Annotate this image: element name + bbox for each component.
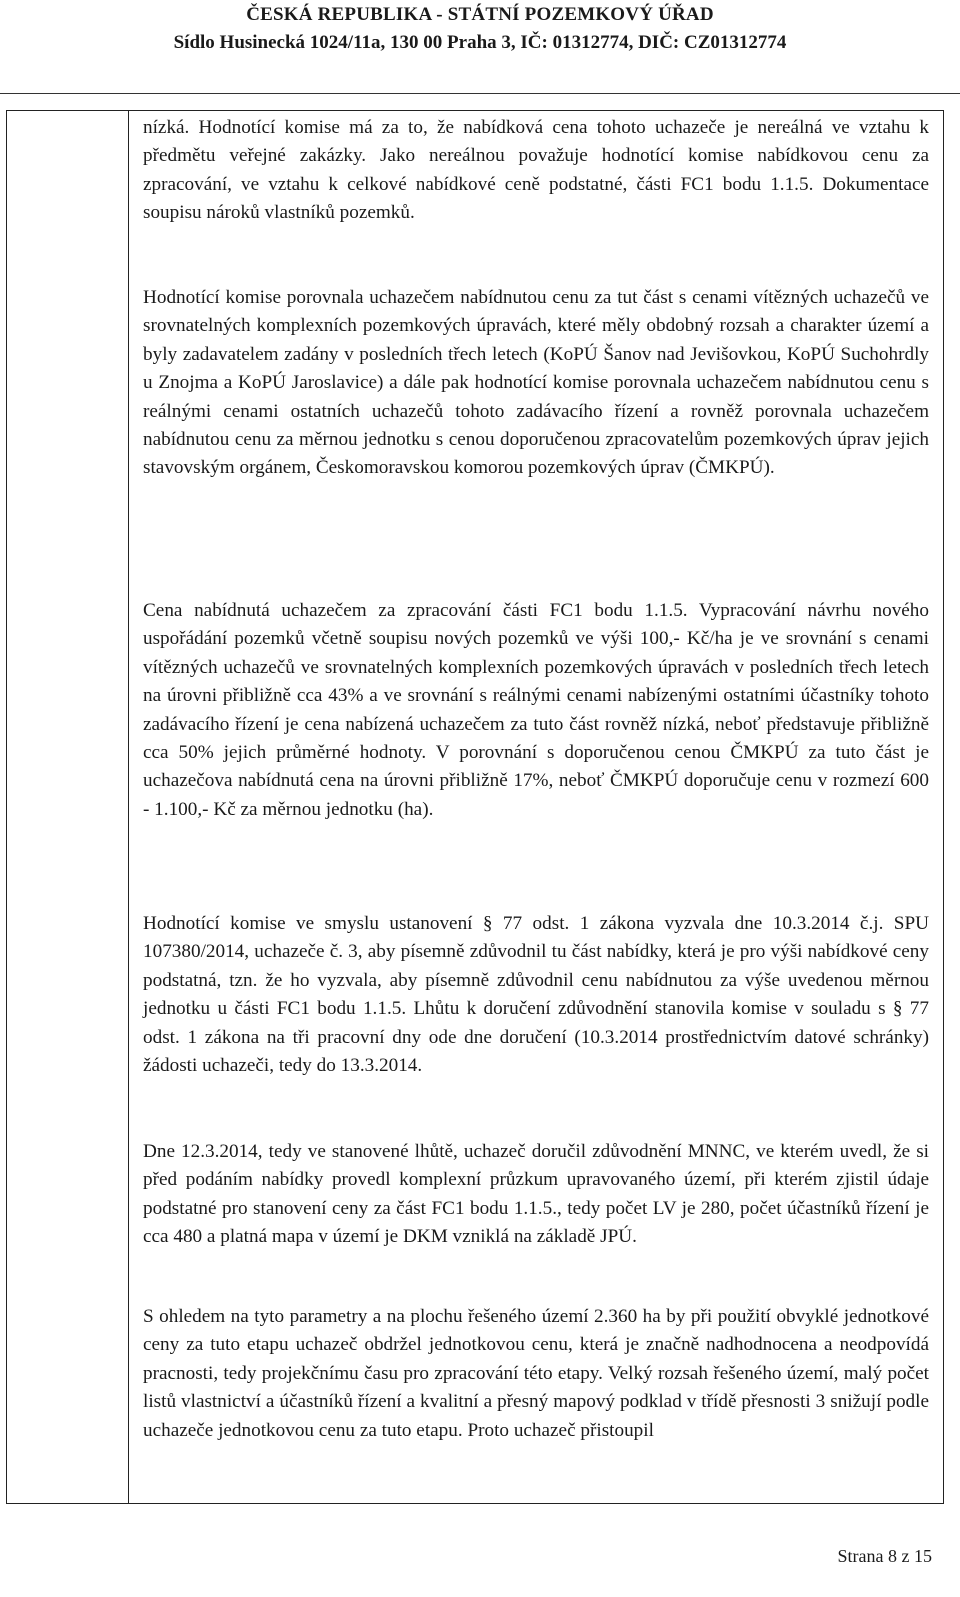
page-number: Strana 8 z 15 [837, 1546, 932, 1566]
paragraph-text: Dne 12.3.2014, tedy ve stanovené lhůtě, uchazeč doručil zdůvodnění MNNC, ve kterém uvedl, že si před podáním nabídky provedl komplexní průzkum upravovaného území, při kterém zjistil údaje podstatné pro stanovení ceny za část FC1 bodu 1.1.5., tedy počet LV je 280, počet účastníků řízení je cca 480 a platná mapa v území je DKM vzniklá na základě JPÚ. [143, 1141, 929, 1248]
paragraph-text: nízká. Hodnotící komise má za to, že nabídková cena tohoto uchazeče je nereálná ve vztahu k předmětu veřejné zakázky. Jako nereálnou považuje hodnotící komise nabídkovou cenu za zpracování, ve vztahu k celkové nabídkové ceně podstatné, části FC1 bodu 1.1.5. Dokumentace soupisu nároků vlastníků pozemků. [143, 117, 929, 224]
paragraph-text: Cena nabídnutá uchazečem za zpracování části FC1 bodu 1.1.5. Vypracování návrhu nového uspořádání pozemků včetně soupisu nových pozemků ve výši 100,- Kč/ha je ve srovnání s cenami vítězných uchazečů ve srovnatelných komplexních pozemkových úpravách v posledních třech letech na úrovni přibližně cca 43% a ve srovnání s reálnými cenami nabízenými ostatními účastníky tohoto zadávacího řízení je cena nabízená uchazečem za tuto část rovněž nízká, neboť představuje přibližně cca 50% jejich průměrné hodnoty. V porovnání s doporučenou cenou ČMKPÚ za tuto část je uchazečova nabídnutá cena na úrovni přibližně 17%, neboť ČMKPÚ doporučuje cenu v rozmezí 600 - 1.100,- Kč za měrnou jednotku (ha). [143, 600, 929, 820]
table-column-divider [128, 110, 129, 1504]
paragraph-6 [143, 1303, 929, 1445]
paragraph-1 [143, 114, 929, 228]
paragraph-text: S ohledem na tyto parametry a na plochu řešeného území 2.360 ha by při použití obvyklé jednotkové ceny za tuto etapu uchazeč obdržel jednotkovou cenu, která je značně nadhodnocena a neodpovídá pracnosti, tedy projekčnímu času pro zpracování této etapy. Velký rozsah řešeného území, malý počet listů vlastnictví a účastníků řízení a kvalitní a přesný mapový podklad v třídě přesnosti 3 snižují podle uchazeče jednotkovou cenu za tuto etapu. Proto uchazeč přistoupil [143, 1306, 929, 1441]
paragraph-text: Hodnotící komise ve smyslu ustanovení § 77 odst. 1 zákona vyzvala dne 10.3.2014 č.j. SPU 107380/2014, uchazeče č. 3, aby písemně zdůvodnil tu část nabídky, která je pro výši nabídkové ceny podstatná, tzn. že ho vyzvala, aby písemně zdůvodnil cenu nabídnutou za výše uvedenou měrnou jednotku u části FC1 bodu 1.1.5. Lhůtu k doručení zdůvodnění stanovila komise v souladu s § 77 odst. 1 zákona na tři pracovní dny ode dne doručení (10.3.2014 prostřednictvím datové schránky) žádosti uchazeči, tedy do 13.3.2014. [143, 913, 929, 1077]
paragraph-2 [143, 284, 929, 483]
header-title: ČESKÁ REPUBLIKA - STÁTNÍ POZEMKOVÝ ÚŘAD [246, 4, 714, 25]
paragraph-text: Hodnotící komise porovnala uchazečem nabídnutou cenu za tut část s cenami vítězných uchazečů ve srovnatelných komplexních pozemkových úpravách, které měly obdobný rozsah a charakter území a byly zadavatelem zadány v posledních třech letech (KoPÚ Šanov nad Jevišovkou, KoPÚ Suchohrdly u Znojma a KoPÚ Jaroslavice) a dále pak hodnotící komise porovnala uchazečem nabídnutou cenu s reálnými cenami ostatních uchazečů tohoto zadávacího řízení a rovněž porovnala uchazečem nabídnutou cenu za měrnou jednotku s cenou doporučenou zpracovatelům pozemkových úprav jejich stavovským orgánem, Českomoravskou komorou pozemkových úprav (ČMKPÚ). [143, 287, 929, 479]
paragraph-4 [143, 910, 929, 1080]
header-divider [0, 93, 960, 94]
paragraph-5 [143, 1138, 929, 1252]
paragraph-3 [143, 597, 929, 824]
header-address: Sídlo Husinecká 1024/11a, 130 00 Praha 3, IČ: 01312774, DIČ: CZ01312774 [173, 32, 787, 53]
